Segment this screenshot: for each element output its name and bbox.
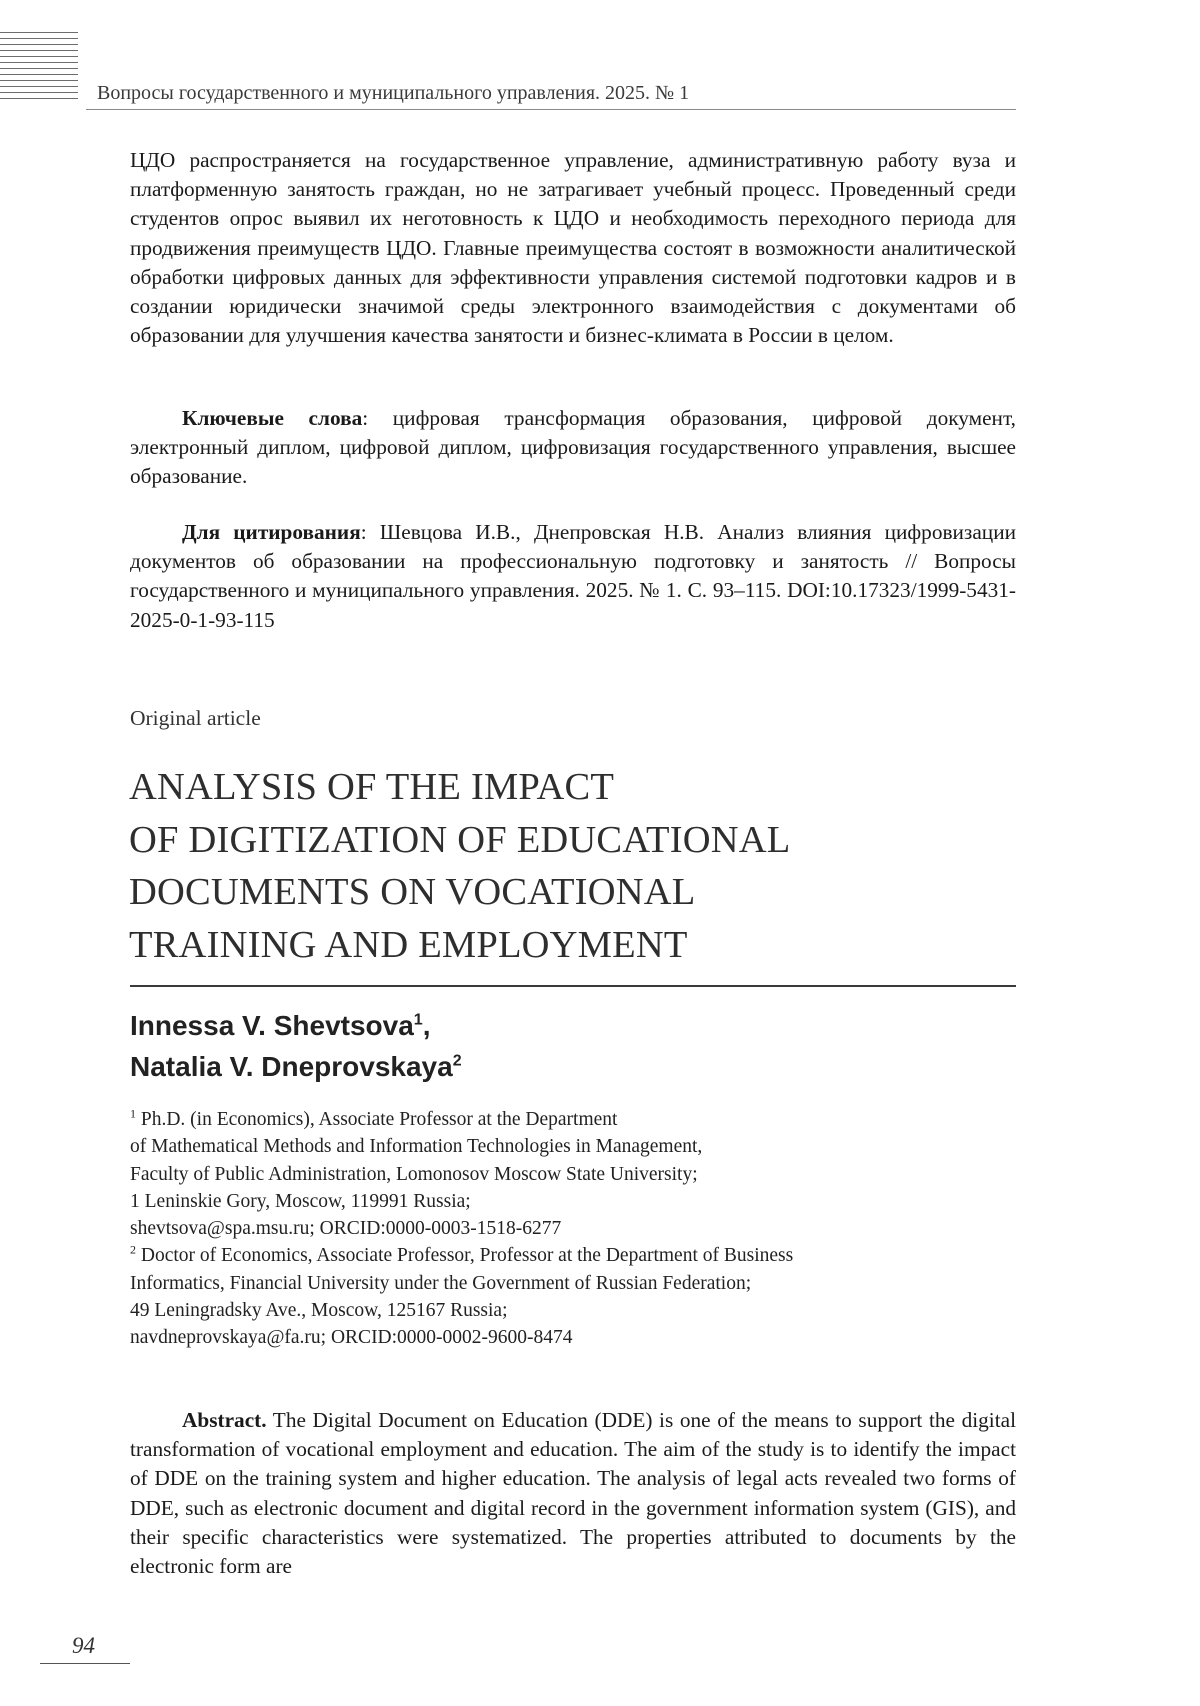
header-divider <box>86 109 1016 110</box>
citation-label: Для цитирования <box>182 520 361 544</box>
title-line: DOCUMENTS ON VOCATIONAL <box>129 871 696 913</box>
affiliation-line: of Mathematical Methods and Information Technologies in Management, <box>130 1136 703 1158</box>
author-name: Natalia V. Dneprovskaya <box>130 1051 453 1082</box>
running-header: Вопросы государственного и муниципального управления. 2025. № 1 <box>97 82 690 104</box>
author-1 <box>130 1005 462 1046</box>
author-superscript: 1 <box>413 1011 423 1029</box>
decorative-stripes <box>0 32 78 104</box>
keywords-label: Ключевые слова <box>182 406 363 430</box>
abstract-label: Abstract. <box>182 1408 267 1432</box>
abstract-text: The Digital Document on Education (DDE) is one of the means to support the digital transformation of vocational employment and education. The aim of the study is to identify the impact of DDE on the training system and higher education. The analysis of legal acts revealed two forms of DDE, such as electronic document and digital record in the government information system (GIS), and their specific characteristics were systematized. The properties attributed to documents by the electronic form are <box>130 1408 1016 1579</box>
english-abstract <box>130 1406 1016 1581</box>
affiliation-email: shevtsova@spa.msu.ru; ORCID:0000-0003-1518-6277 <box>130 1218 562 1240</box>
russian-abstract-continuation: ЦДО распространяется на государственное управление, административную работу вуза и платформенную занятость граждан, но не затрагивает учебный процесс. Проведенный среди студентов опрос выявил их неготовность к ЦДО и необходимость переходного периода для продвижения преимуществ ЦДО. Главные преимущества состоят в возможности аналитической обработки цифровых данных для эффективности управления системой подготовки кадров и в создании юридически значимой среды электронного взаимодействия с документами об образовании для улучшения качества занятости и бизнес-климата в России в целом. <box>130 148 1016 348</box>
affiliation-superscript: 2 <box>130 1242 136 1257</box>
affiliation-line <box>130 1242 793 1269</box>
affiliation-line <box>130 1106 793 1133</box>
author-list <box>130 1005 462 1087</box>
affiliation-line: Informatics, Financial University under the Government of Russian Federation; <box>130 1272 752 1294</box>
affiliation-email: navdneprovskaya@fa.ru; ORCID:0000-0002-9600-8474 <box>130 1327 573 1349</box>
author-separator: , <box>422 1010 431 1041</box>
author-name: Innessa V. Shevtsova <box>130 1010 414 1041</box>
title-line: ANALYSIS OF THE IMPACT <box>129 766 615 808</box>
footer-rule <box>40 1663 130 1664</box>
author-superscript: 2 <box>452 1052 462 1070</box>
affiliation-line: 1 Leninskie Gory, Moscow, 119991 Russia; <box>130 1190 471 1212</box>
affiliation-text: Ph.D. (in Economics), Associate Professor at the Department <box>136 1109 618 1130</box>
affiliation-superscript: 1 <box>130 1106 136 1121</box>
affiliation-text: Doctor of Economics, Associate Professor, Professor at the Department of Business <box>136 1245 794 1267</box>
russian-keywords <box>130 404 1016 492</box>
article-type-label: Original article <box>130 706 261 730</box>
page-number: 94 <box>72 1633 95 1658</box>
affiliation-line: Faculty of Public Administration, Lomonosov Moscow State University; <box>130 1163 698 1185</box>
affiliation-line: 49 Leningradsky Ave., Moscow, 125167 Russia; <box>130 1300 508 1322</box>
article-title <box>129 761 791 971</box>
title-divider <box>130 985 1016 987</box>
citation-text: : Шевцова И.В., Днепровская Н.В. Анализ влияния цифровизации документов об образовании на профессиональную подготовку и занятость // Вопросы государственного и муниципального управления. 2025. № 1. С. 93–115. DOI:10.17323/1999-5431-2025-0-1-93-115 <box>130 520 1016 632</box>
title-line: OF DIGITIZATION OF EDUCATIONAL <box>129 818 791 861</box>
keywords-text: : цифровая трансформация образования, цифровой документ, электронный диплом, цифровой диплом, цифровизация государственного управления, высшее образование. <box>130 406 1016 489</box>
author-affiliations <box>130 1106 793 1352</box>
russian-citation <box>130 518 1016 635</box>
author-2 <box>130 1046 462 1087</box>
title-line: TRAINING AND EMPLOYMENT <box>129 923 688 966</box>
